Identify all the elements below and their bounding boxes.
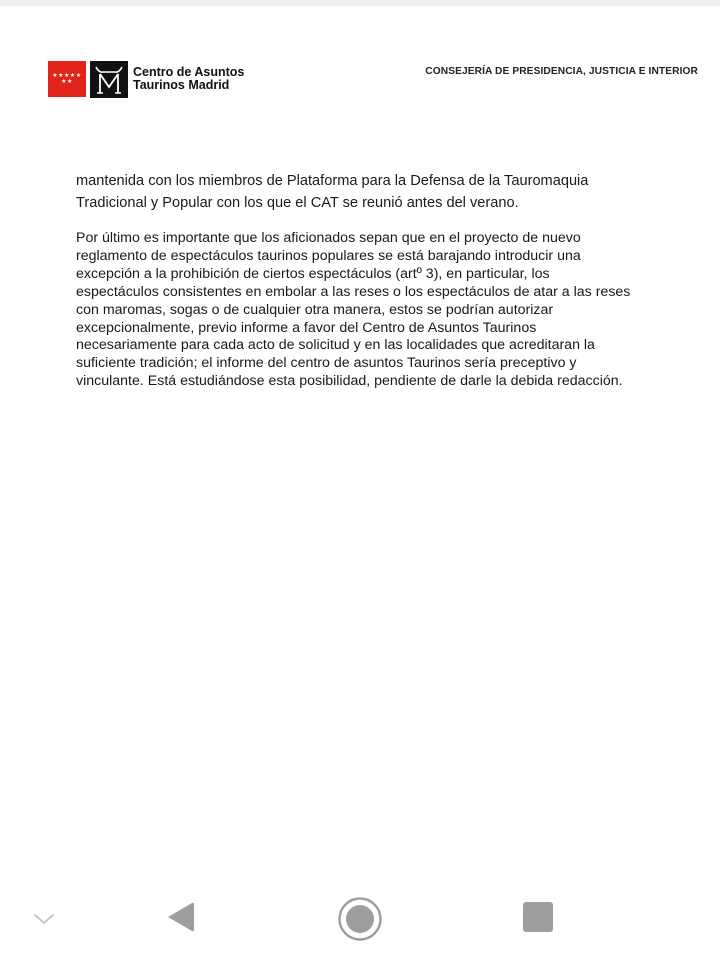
- recents-square-icon: [522, 901, 554, 933]
- bull-horns-icon: [90, 61, 128, 98]
- back-triangle-icon: [164, 900, 196, 934]
- home-button[interactable]: [336, 895, 384, 943]
- back-button[interactable]: [160, 897, 200, 937]
- system-navigation-bar: [0, 873, 720, 963]
- brand-name: [133, 66, 244, 92]
- document-body: [76, 170, 636, 391]
- home-circle-icon: [337, 896, 383, 942]
- chevron-down-icon: [32, 911, 56, 927]
- paragraph: mantenida con los miembros de Plataforma para la Defensa de la Tauromaquia Tradicional y Popular con los que el CAT se reunió antes del verano.: [76, 173, 589, 211]
- cat-bull-logo: [90, 61, 128, 98]
- document-header: [0, 0, 720, 110]
- flag-stars: ★★★★★ ★★: [52, 72, 82, 85]
- collapse-nav-button[interactable]: [26, 901, 62, 937]
- brand-line-2: Taurinos Madrid: [133, 78, 230, 92]
- ministry-title: CONSEJERÍA DE PRESIDENCIA, JUSTICIA E INTERIOR: [425, 66, 698, 77]
- brand-line-1: Centro de Asuntos: [133, 65, 245, 79]
- comunidad-madrid-flag-logo: [48, 61, 86, 97]
- recents-button[interactable]: [518, 897, 558, 937]
- paragraph: Por último es importante que los aficionados sepan que en el proyecto de nuevo reglamento de espectáculos taurinos populares se está barajando introducir una excepción a la prohibición de ciertos espectáculos (artº 3), en particular, los espectáculos consistentes en embolar a las reses o los espectáculos de atar a las reses con maromas, sogas o de cualquier otra manera, estos se podrían autorizar excepcionalmente, previo informe a favor del Centro de Asuntos Taurinos necesariamente para cada acto de solicitud y en las localidades que acreditaran la suficiente tradición; el informe del centro de asuntos Taurinos sería preceptivo y vinculante. Está estudiándose esta posibilidad, pendiente de darle la debida redacción.: [76, 230, 631, 390]
